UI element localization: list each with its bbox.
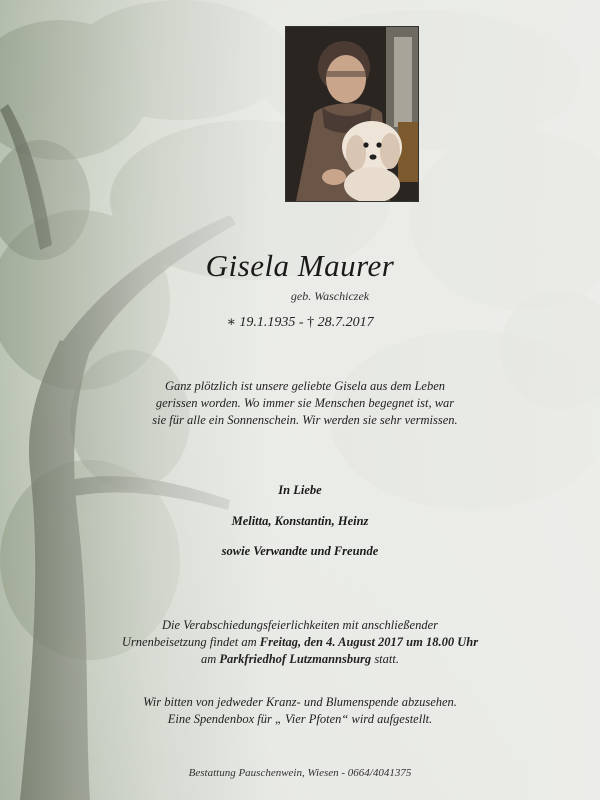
ceremony-info bbox=[120, 617, 480, 668]
mourners-intro: In Liebe bbox=[278, 483, 322, 497]
date-separator: - bbox=[295, 315, 308, 330]
birth-star-icon: ∗ bbox=[226, 315, 236, 330]
ceremony-line-2-prefix: Urnenbeisetzung findet am bbox=[121, 635, 260, 649]
deceased-name: Gisela Maurer bbox=[205, 248, 395, 283]
birth-name: geb. Waschiczek bbox=[290, 289, 370, 303]
ceremony-line-3-suffix: statt. bbox=[371, 652, 399, 666]
ceremony-line-3 bbox=[120, 651, 480, 668]
donation-info bbox=[120, 694, 480, 728]
mourners-others: sowie Verwandte und Freunde bbox=[221, 544, 379, 558]
ceremony-date-time: Freitag, den 4. August 2017 um 18.00 Uhr bbox=[259, 635, 479, 649]
death-cross-icon: † bbox=[307, 315, 315, 330]
funeral-home-footer: Bestattung Pauschenwein, Wiesen - 0664/4041375 bbox=[188, 767, 412, 779]
death-date: 28.7.2017 bbox=[317, 315, 374, 330]
ceremony-location: Parkfriedhof Lutzmannsburg bbox=[219, 652, 372, 666]
donation-line-1: Wir bitten von jedweder Kranz- und Blumenspende abzusehen. bbox=[143, 695, 457, 709]
donation-line-2: Eine Spendenbox für „ Vier Pfoten“ wird aufgestellt. bbox=[167, 712, 433, 726]
ceremony-line-3-prefix: am bbox=[201, 652, 220, 666]
ceremony-line-1: Die Verabschiedungsfeierlichkeiten mit anschließender bbox=[162, 618, 438, 632]
birth-date: 19.1.1935 bbox=[239, 315, 296, 330]
mourners-names: Melitta, Konstantin, Heinz bbox=[231, 514, 369, 528]
portrait-photo bbox=[285, 26, 419, 202]
life-dates bbox=[0, 314, 600, 331]
portrait-photo-woman-with-dog-icon bbox=[286, 27, 418, 201]
ceremony-line-2 bbox=[120, 634, 480, 651]
mourning-message: Ganz plötzlich ist unsere geliebte Gisela aus dem Leben gerissen worden. Wo immer sie Menschen begegnet ist, war sie für alle ein Sonnenschein. Wir werden sie sehr vermissen. bbox=[152, 379, 458, 427]
